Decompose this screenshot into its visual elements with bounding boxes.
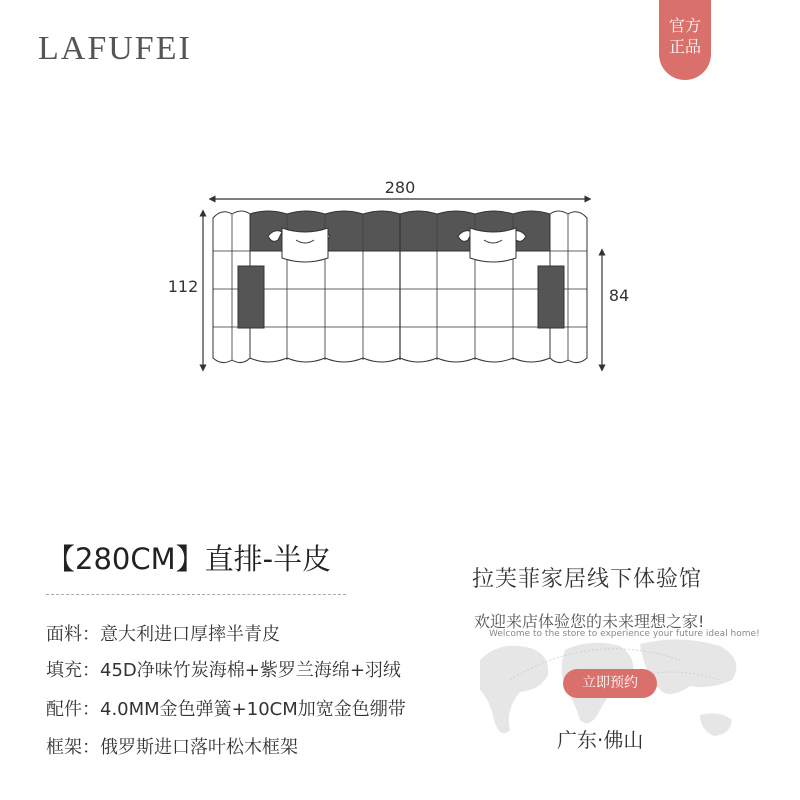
- depth-label: 112: [167, 277, 199, 296]
- right-side-block: [538, 266, 564, 328]
- spec-label: 填充：: [46, 660, 100, 681]
- left-side-block: [238, 266, 264, 328]
- spec-fabric: [46, 620, 280, 646]
- spec-label: 框架：: [46, 737, 100, 758]
- width-label: 280: [384, 178, 416, 197]
- product-title: 【280CM】直排-半皮: [46, 542, 332, 576]
- store-welcome-en: Welcome to the store to experience your future ideal home!: [489, 629, 760, 639]
- spec-value: 俄罗斯进口落叶松木框架: [100, 737, 298, 758]
- spec-accessories: [46, 695, 406, 721]
- store-location: 广东·佛山: [557, 728, 644, 752]
- brand-logo: LAFUFEI: [38, 30, 192, 67]
- spec-value: 4.0MM金色弹簧+10CM加宽金色绷带: [100, 699, 406, 720]
- store-welcome: 欢迎来店体验您的未来理想之家!: [474, 612, 705, 631]
- badge-line-1: 官方: [668, 16, 701, 35]
- book-now-button[interactable]: 立即预约: [563, 669, 657, 698]
- spec-label: 配件：: [46, 699, 100, 720]
- spec-value: 意大利进口厚摔半青皮: [100, 624, 280, 645]
- store-title: 拉芙菲家居线下体验馆: [472, 567, 703, 592]
- badge-line-2: 正品: [668, 37, 701, 56]
- seat-depth-label: 84: [608, 286, 630, 305]
- spec-frame: [46, 733, 298, 759]
- spec-value: 45D净味竹炭海棉+紫罗兰海绵+羽绒: [100, 660, 401, 681]
- title-divider: [46, 594, 346, 595]
- spec-filling: [46, 656, 401, 682]
- spec-label: 面料：: [46, 624, 100, 645]
